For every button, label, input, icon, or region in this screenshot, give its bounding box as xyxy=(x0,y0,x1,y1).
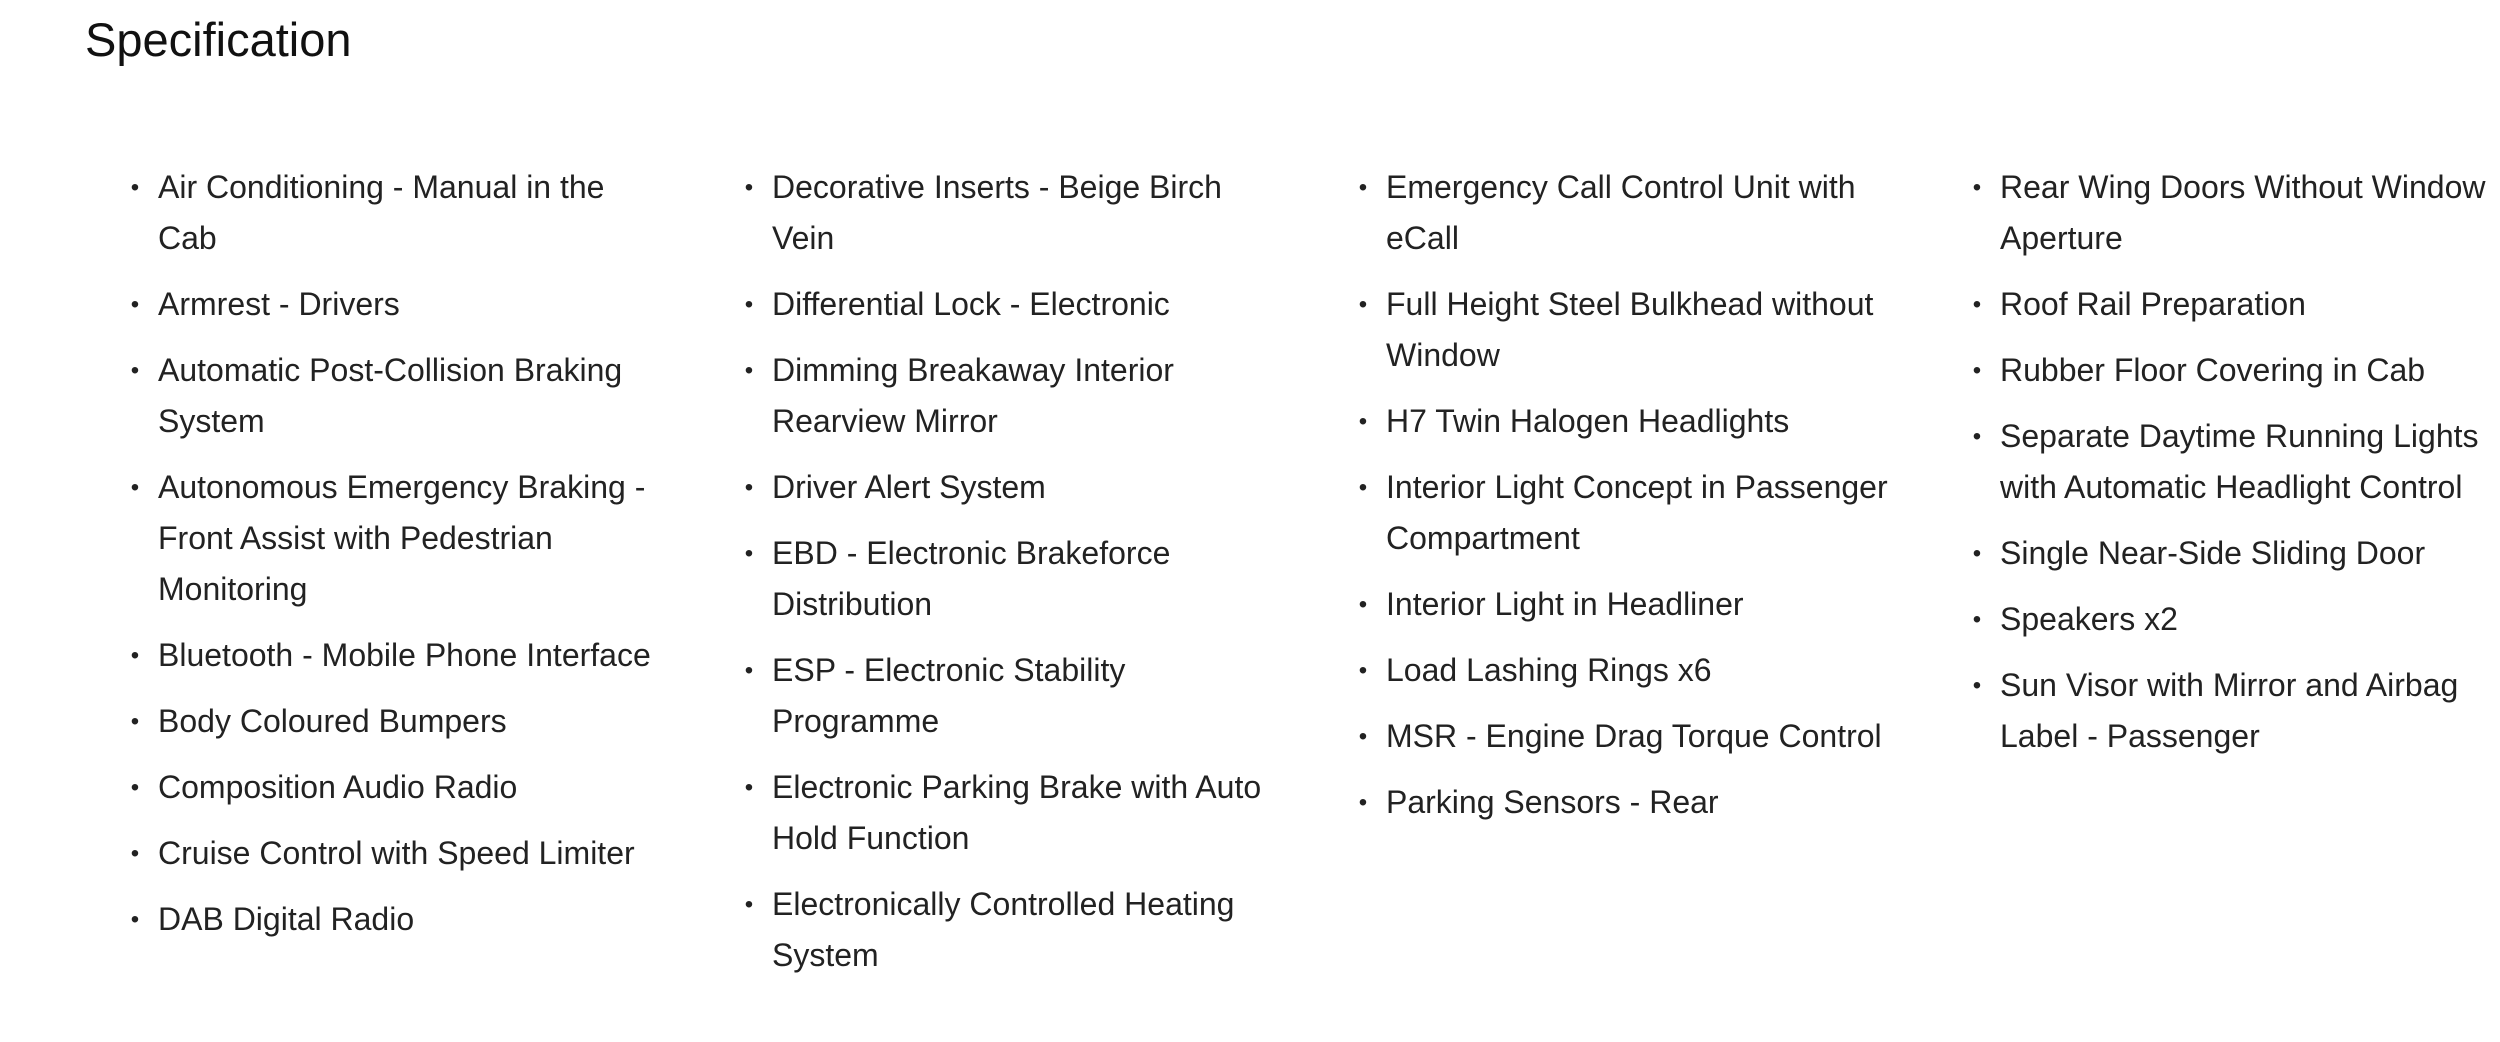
spec-item-label: Emergency Call Control Unit with eCall xyxy=(1386,169,1856,256)
spec-list-item xyxy=(742,528,1282,630)
bullet-icon: • xyxy=(1358,723,1368,750)
spec-list-item xyxy=(1970,345,2500,396)
spec-list-item xyxy=(128,345,668,447)
bullet-icon: • xyxy=(130,642,140,669)
spec-item-label: MSR - Engine Drag Torque Control xyxy=(1386,718,1882,754)
spec-item-label: Electronically Controlled Heating System xyxy=(772,886,1235,973)
bullet-icon: • xyxy=(130,774,140,801)
spec-column-3 xyxy=(1356,162,1896,843)
bullet-icon: • xyxy=(744,291,754,318)
bullet-icon: • xyxy=(130,708,140,735)
spec-list-item xyxy=(742,462,1282,513)
bullet-icon: • xyxy=(744,174,754,201)
spec-item-label: Interior Light Concept in Passenger Compartment xyxy=(1386,469,1888,556)
bullet-icon: • xyxy=(1358,591,1368,618)
bullet-icon: • xyxy=(744,357,754,384)
bullet-icon: • xyxy=(130,906,140,933)
bullet-icon: • xyxy=(744,891,754,918)
spec-item-label: Speakers x2 xyxy=(2000,601,2178,637)
bullet-icon: • xyxy=(130,840,140,867)
spec-item-label: Electronic Parking Brake with Auto Hold Function xyxy=(772,769,1262,856)
spec-list-item xyxy=(128,630,668,681)
bullet-icon: • xyxy=(1358,789,1368,816)
spec-list-item xyxy=(742,345,1282,447)
spec-list-item xyxy=(128,894,668,945)
bullet-icon: • xyxy=(1358,291,1368,318)
spec-item-label: Single Near-Side Sliding Door xyxy=(2000,535,2426,571)
spec-list-item xyxy=(128,828,668,879)
spec-item-label: ESP - Electronic Stability Programme xyxy=(772,652,1126,739)
spec-list-item xyxy=(1970,594,2500,645)
spec-list-item xyxy=(742,879,1282,981)
spec-item-label: Air Conditioning - Manual in the Cab xyxy=(158,169,605,256)
bullet-icon: • xyxy=(1972,357,1982,384)
bullet-icon: • xyxy=(130,174,140,201)
spec-item-label: Separate Daytime Running Lights with Automatic Headlight Control xyxy=(2000,418,2479,505)
bullet-icon: • xyxy=(1972,423,1982,450)
bullet-icon: • xyxy=(744,657,754,684)
spec-column-1 xyxy=(128,162,668,960)
spec-item-label: Rubber Floor Covering in Cab xyxy=(2000,352,2426,388)
bullet-icon: • xyxy=(1358,657,1368,684)
bullet-icon: • xyxy=(1972,540,1982,567)
spec-list-item xyxy=(1356,396,1896,447)
bullet-icon: • xyxy=(1358,408,1368,435)
spec-item-label: EBD - Electronic Brakeforce Distribution xyxy=(772,535,1171,622)
spec-item-label: Roof Rail Preparation xyxy=(2000,286,2306,322)
spec-item-label: Dimming Breakaway Interior Rearview Mirror xyxy=(772,352,1174,439)
spec-item-label: Body Coloured Bumpers xyxy=(158,703,507,739)
bullet-icon: • xyxy=(1358,174,1368,201)
spec-item-label: H7 Twin Halogen Headlights xyxy=(1386,403,1790,439)
spec-list-item xyxy=(128,462,668,615)
spec-item-label: Autonomous Emergency Braking - Front Assist with Pedestrian Monitoring xyxy=(158,469,646,607)
spec-list-item xyxy=(1970,162,2500,264)
spec-item-label: DAB Digital Radio xyxy=(158,901,415,937)
bullet-icon: • xyxy=(744,774,754,801)
spec-list-item xyxy=(1356,711,1896,762)
bullet-icon: • xyxy=(1972,672,1982,699)
spec-list-item xyxy=(1356,645,1896,696)
spec-list-item xyxy=(1356,777,1896,828)
bullet-icon: • xyxy=(1972,174,1982,201)
section-title: Specification xyxy=(85,13,352,66)
spec-item-label: Decorative Inserts - Beige Birch Vein xyxy=(772,169,1222,256)
spec-item-label: Composition Audio Radio xyxy=(158,769,518,805)
bullet-icon: • xyxy=(744,474,754,501)
bullet-icon: • xyxy=(130,474,140,501)
spec-list-item xyxy=(1970,411,2500,513)
spec-list-item xyxy=(1356,579,1896,630)
specification-list xyxy=(0,162,2500,1022)
spec-item-label: Automatic Post-Collision Braking System xyxy=(158,352,623,439)
spec-list-item xyxy=(1970,528,2500,579)
spec-item-label: Bluetooth - Mobile Phone Interface xyxy=(158,637,651,673)
bullet-icon: • xyxy=(1358,474,1368,501)
spec-list-item xyxy=(1356,162,1896,264)
spec-list-item xyxy=(1356,279,1896,381)
spec-item-label: Driver Alert System xyxy=(772,469,1046,505)
spec-list-item xyxy=(128,696,668,747)
spec-list-item xyxy=(1970,660,2500,762)
spec-item-label: Full Height Steel Bulkhead without Window xyxy=(1386,286,1874,373)
spec-list-item xyxy=(128,762,668,813)
spec-item-label: Cruise Control with Speed Limiter xyxy=(158,835,635,871)
spec-list-item xyxy=(742,762,1282,864)
bullet-icon: • xyxy=(130,357,140,384)
bullet-icon: • xyxy=(130,291,140,318)
spec-list-item xyxy=(128,162,668,264)
spec-list-item xyxy=(742,645,1282,747)
spec-item-label: Sun Visor with Mirror and Airbag Label - Passenger xyxy=(2000,667,2459,754)
spec-item-label: Load Lashing Rings x6 xyxy=(1386,652,1712,688)
spec-column-4 xyxy=(1970,162,2500,777)
bullet-icon: • xyxy=(1972,606,1982,633)
spec-list-item xyxy=(742,279,1282,330)
spec-list-item xyxy=(742,162,1282,264)
spec-item-label: Armrest - Drivers xyxy=(158,286,400,322)
spec-list-item xyxy=(128,279,668,330)
spec-item-label: Rear Wing Doors Without Window Aperture xyxy=(2000,169,2486,256)
spec-item-label: Differential Lock - Electronic xyxy=(772,286,1170,322)
spec-item-label: Interior Light in Headliner xyxy=(1386,586,1744,622)
bullet-icon: • xyxy=(1972,291,1982,318)
spec-list-item xyxy=(1970,279,2500,330)
spec-list-item xyxy=(1356,462,1896,564)
spec-column-2 xyxy=(742,162,1282,996)
spec-item-label: Parking Sensors - Rear xyxy=(1386,784,1719,820)
bullet-icon: • xyxy=(744,540,754,567)
